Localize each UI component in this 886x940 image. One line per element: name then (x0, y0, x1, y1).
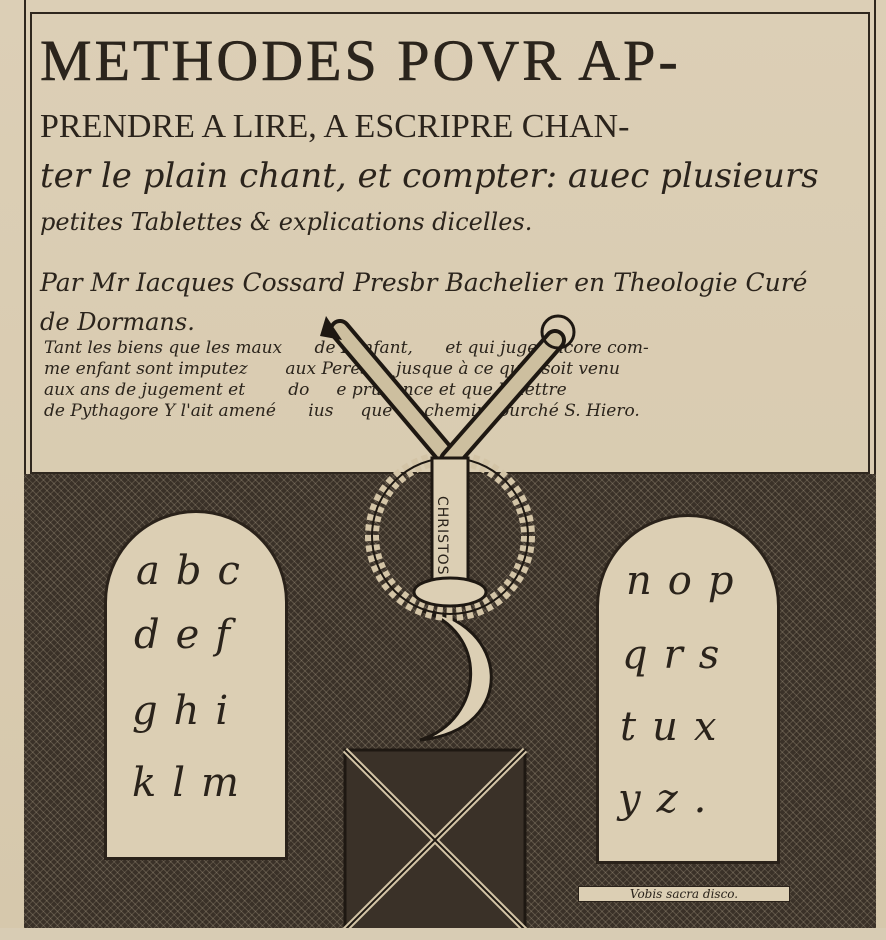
motto-caption: Vobis sacra disco. (578, 886, 790, 902)
pythagorean-y-emblem (300, 310, 600, 930)
pedestal-icon (345, 750, 525, 930)
tablet-right-row-4: yz. (618, 776, 723, 822)
emblem-word: CHRISTOS (434, 496, 450, 576)
letter-y-branches-icon (320, 316, 574, 460)
author-line-1: Par Mr Iacques Cossard Presbr Bachelier en Theologie Curé (40, 268, 808, 297)
tablet-left-row-2: def (134, 612, 247, 658)
tablet-left-row-4: klm (132, 760, 255, 806)
tablet-left-row-1: abc (136, 548, 256, 594)
subtitle-line-2: petites Tablettes & explications dicelles. (40, 208, 533, 236)
tablet-right-row-2: qrs (622, 632, 736, 678)
tablet-left-row-3: ghi (132, 688, 245, 734)
crescent-icon (420, 610, 491, 740)
quote-line-2: me enfant sont imputez aux Peres jusque à ce qu'il soit venu (44, 359, 620, 379)
page-margin (0, 928, 886, 940)
title-line-1: METHODES POVR AP- (40, 28, 681, 93)
emblem-stem-icon (414, 458, 486, 606)
quote-line-1: Tant les biens que les maux de Lenfant, et qui juge encore com- (44, 338, 649, 358)
tablet-right-row-1: nop (626, 558, 750, 604)
tablet-right-row-3: tux (620, 704, 733, 750)
author-line-2: de Dormans. (40, 308, 195, 336)
quote-line-4: de Pythagore Y l'ait amené ius que au chemin fourché S. Hiero. (44, 401, 640, 421)
quote-line-3: aux ans de jugement et do e prudence et que la lettre (44, 380, 567, 400)
title-line-2: PRENDRE A LIRE, A ESCRIPRE CHAN- (40, 108, 630, 145)
subtitle-line-1: ter le plain chant, et compter: auec plusieurs (40, 156, 819, 196)
